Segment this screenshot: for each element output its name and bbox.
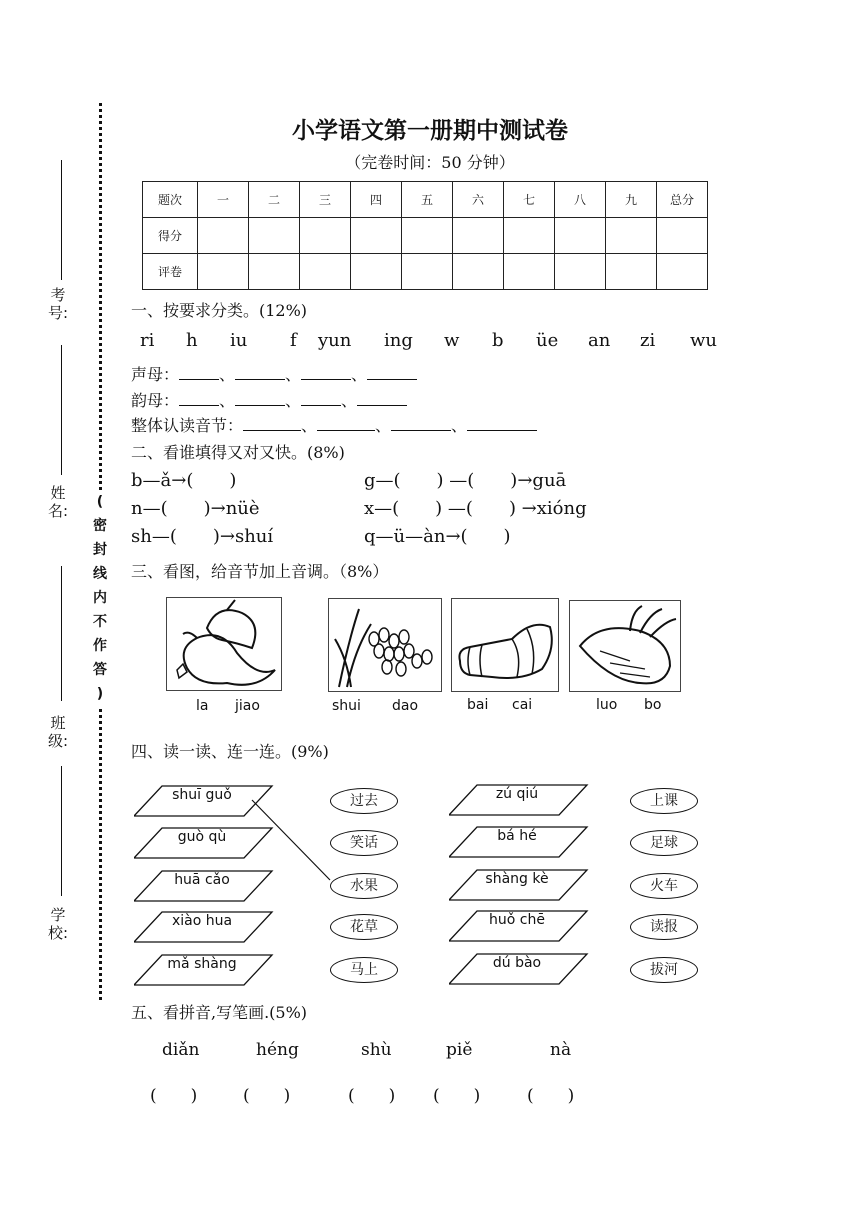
- separator: 、: [301, 416, 318, 435]
- pinyin-label: cai: [512, 697, 533, 713]
- pinyin-text: bá hé: [497, 828, 537, 844]
- pinyin-text: dú bào: [492, 955, 542, 971]
- syllable: an: [588, 330, 611, 351]
- header-cell: 题次: [143, 182, 198, 218]
- stroke-pinyin: diǎn: [162, 1040, 200, 1060]
- header-cell: 八: [555, 182, 606, 218]
- pinyin-text: xiào hua: [171, 913, 233, 929]
- stroke-pinyin: héng: [256, 1040, 299, 1060]
- pinyin-text: shàng kè: [485, 871, 549, 887]
- time-limit: （完卷时间：50 分钟）: [345, 153, 515, 172]
- pinyin-box[interactable]: [449, 869, 557, 895]
- separator: 、: [451, 416, 468, 435]
- stroke-pinyin: shù: [361, 1040, 392, 1060]
- header-cell: 六: [453, 182, 504, 218]
- pinyin-label: dao: [392, 698, 419, 714]
- section-4-heading: 四、读一读、连一连。(9%): [131, 742, 329, 761]
- exercise-q[interactable]: q—ü—àn→( ): [364, 526, 511, 547]
- pinyin-label: jiao: [235, 698, 260, 714]
- pinyin-text: shuī guǒ: [172, 787, 232, 803]
- banji-label: 班级:: [48, 714, 69, 750]
- kaohao-label: 考号:: [48, 286, 69, 322]
- zhengti-label: 整体认读音节：: [131, 416, 244, 435]
- header-cell: 三: [300, 182, 351, 218]
- header-cell: 五: [402, 182, 453, 218]
- seal-char: 密: [93, 518, 107, 534]
- exercise-g[interactable]: g—( ) —( )→guā: [364, 470, 567, 491]
- syllable: ing: [384, 330, 413, 351]
- exercise-n[interactable]: n—( )→nüè: [131, 498, 260, 519]
- section-1-heading: 一、按要求分类。(12%): [131, 301, 308, 320]
- page-title: 小学语文第一册期中测试卷: [292, 118, 568, 144]
- separator: 、: [375, 416, 392, 435]
- word-oval[interactable]: 笑话: [330, 830, 398, 856]
- section-2-heading: 二、看谁填得又对又快。(8%): [131, 443, 345, 462]
- pinyin-box[interactable]: [134, 870, 242, 896]
- syllable: üe: [536, 330, 559, 351]
- pinyin-text: mǎ shàng: [167, 956, 237, 972]
- separator: 、: [219, 365, 236, 384]
- seal-char: 线: [93, 566, 107, 582]
- separator: 、: [285, 365, 302, 384]
- header-cell: 九: [606, 182, 657, 218]
- pinyin-text: zú qiú: [495, 786, 539, 802]
- pinyin-text: huā cǎo: [174, 872, 230, 888]
- stroke-answer[interactable]: ( ): [433, 1086, 481, 1106]
- header-cell: 七: [504, 182, 555, 218]
- syllable: ri: [140, 330, 155, 351]
- pinyin-label: shui: [332, 698, 361, 714]
- pinyin-box[interactable]: [134, 911, 242, 937]
- word-oval[interactable]: 花草: [330, 914, 398, 940]
- pinyin-label: bai: [467, 697, 489, 713]
- stroke-answer[interactable]: ( ): [243, 1086, 291, 1106]
- seal-char: 封: [93, 542, 107, 558]
- pinyin-label: la: [196, 698, 209, 714]
- pinyin-box[interactable]: [449, 784, 557, 810]
- pinyin-label: luo: [596, 697, 618, 713]
- word-oval[interactable]: 过去: [330, 788, 398, 814]
- pinyin-label: bo: [644, 697, 662, 713]
- stroke-answer[interactable]: ( ): [527, 1086, 575, 1106]
- pinyin-box[interactable]: [134, 785, 242, 811]
- seal-char: 作: [93, 638, 107, 654]
- pinyin-box[interactable]: [449, 953, 557, 979]
- syllable: zi: [640, 330, 656, 351]
- xingming-label: 姓名:: [48, 484, 69, 520]
- pinyin-box[interactable]: [449, 826, 557, 852]
- stroke-answer[interactable]: ( ): [150, 1086, 198, 1106]
- pinyin-box[interactable]: [449, 910, 557, 936]
- header-cell: 总分: [657, 182, 708, 218]
- row-label: 得分: [143, 218, 198, 254]
- stroke-pinyin: nà: [550, 1040, 572, 1060]
- syllable: b: [492, 330, 504, 351]
- shengmu-label: 声母：: [131, 365, 180, 384]
- section-5-heading: 五、看拼音,写笔画.(5%): [131, 1003, 308, 1022]
- syllable: yun: [318, 330, 352, 351]
- word-oval[interactable]: 足球: [630, 830, 698, 856]
- separator: 、: [341, 391, 358, 410]
- separator: 、: [285, 391, 302, 410]
- word-oval[interactable]: 水果: [330, 873, 398, 899]
- header-cell: 一: [198, 182, 249, 218]
- exercise-sh[interactable]: sh—( )→shuí: [131, 526, 274, 547]
- section-3-heading: 三、看图，给音节加上音调。（8%）: [131, 562, 389, 581]
- syllable: wu: [690, 330, 717, 351]
- seal-char: ): [96, 686, 104, 702]
- seal-char: (: [96, 494, 104, 510]
- pinyin-text: huǒ chē: [489, 912, 545, 928]
- seal-char: 不: [93, 614, 107, 630]
- word-oval[interactable]: 上课: [630, 788, 698, 814]
- pinyin-text: guò qù: [177, 829, 227, 845]
- header-cell: 二: [249, 182, 300, 218]
- row-label: 评卷: [143, 254, 198, 290]
- syllable: f: [290, 330, 297, 351]
- stroke-pinyin: piě: [446, 1040, 473, 1060]
- syllable: w: [444, 330, 460, 351]
- syllable: h: [186, 330, 198, 351]
- word-oval[interactable]: 拔河: [630, 957, 698, 983]
- pinyin-box[interactable]: [134, 954, 242, 980]
- stroke-answer[interactable]: ( ): [348, 1086, 396, 1106]
- seal-char: 内: [93, 590, 107, 606]
- word-oval[interactable]: 火车: [630, 873, 698, 899]
- word-oval[interactable]: 读报: [630, 914, 698, 940]
- syllable: iu: [230, 330, 248, 351]
- seal-char: 答: [93, 662, 107, 678]
- yunmu-label: 韵母：: [131, 391, 180, 410]
- exercise-b[interactable]: b—ǎ→( ): [131, 470, 237, 491]
- separator: 、: [351, 365, 368, 384]
- xuexiao-label: 学校:: [48, 906, 69, 942]
- word-oval[interactable]: 马上: [330, 957, 398, 983]
- header-cell: 四: [351, 182, 402, 218]
- pinyin-box[interactable]: [134, 827, 242, 853]
- exercise-x[interactable]: x—( ) —( ) →xióng: [364, 498, 587, 519]
- separator: 、: [219, 391, 236, 410]
